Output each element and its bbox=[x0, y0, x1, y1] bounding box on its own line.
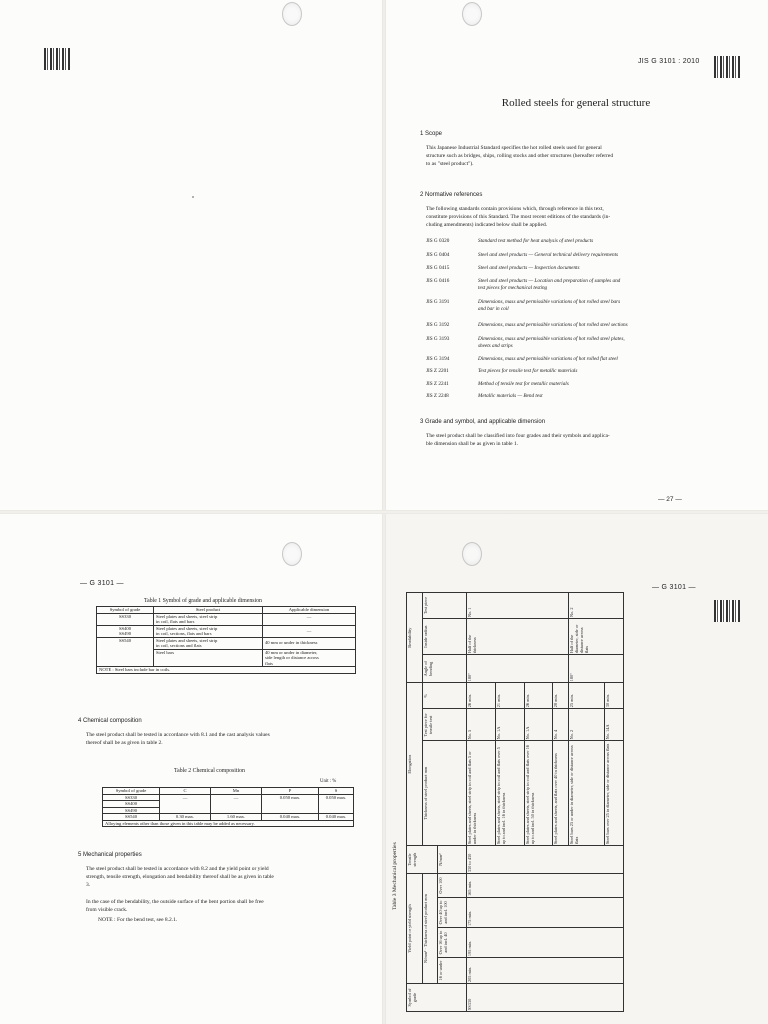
col-header: Mn bbox=[211, 788, 262, 795]
col-header: % bbox=[422, 683, 466, 709]
col-header: Bendability bbox=[407, 593, 423, 683]
section-5-note: NOTE : For the bend test, see 8.2.1. bbox=[98, 917, 178, 923]
cell: No. 2 bbox=[569, 709, 604, 741]
section-1-heading: 1 Scope bbox=[420, 131, 443, 137]
punch-hole bbox=[462, 542, 482, 566]
cell: 25 min. bbox=[569, 683, 604, 709]
cell: 195 min. bbox=[467, 928, 624, 958]
table-note-row bbox=[103, 820, 354, 827]
reference-item: JIS G 0415 Steel and steel products — Inspection documents bbox=[426, 265, 580, 271]
cell: SS330 bbox=[97, 613, 154, 625]
section-5-heading: 5 Mechanical properties bbox=[78, 852, 142, 858]
cell: Steel plates and sheets, steel strip in coil, sections, flats and bars bbox=[154, 625, 263, 637]
cell: 1.60 max. bbox=[211, 814, 262, 821]
reference-item: JIS G 3191 Dimensions, mass and permissible variations of hot rolled steel bars and bar in coil bbox=[426, 299, 621, 312]
table-3-rotated bbox=[406, 592, 624, 1012]
reference-item: JIS G 0320 Standard test method for heat analysis of steel products bbox=[426, 238, 594, 244]
cell: SS540 bbox=[103, 814, 160, 821]
section-5-text-2: In the case of the bendability, the outside surface of the bent portion shall be free from visible crack. bbox=[86, 899, 264, 913]
blank-page bbox=[0, 0, 384, 512]
cell: Steel bars over 25 in diameter, side or distance across flats bbox=[604, 741, 624, 846]
col-header: Over 40 up to and incl. 100 bbox=[438, 897, 467, 927]
registration-mark bbox=[714, 56, 740, 78]
col-header: Inside radius bbox=[422, 619, 466, 655]
col-header: Applicable dimension bbox=[263, 607, 356, 614]
cell: No. 1 bbox=[467, 593, 569, 619]
table-row bbox=[97, 637, 356, 649]
col-header: Over 100 bbox=[438, 874, 467, 898]
cell: Half of the thickness bbox=[467, 619, 569, 655]
col-header: N/mm² bbox=[438, 846, 467, 874]
cell: Steel bars 25 or under in diameter, side or distance across flats bbox=[569, 741, 604, 846]
cell: SS540 bbox=[97, 637, 154, 667]
table-3-caption: Table 3 Mechanical properties bbox=[392, 842, 398, 910]
speck bbox=[192, 196, 194, 198]
table-2-caption: Table 2 Chemical composition bbox=[174, 768, 245, 774]
cell: SS490 bbox=[103, 807, 160, 814]
punch-hole bbox=[462, 2, 482, 26]
cell: Steel plates and sheets, steel strip in coil and flats over 5 up to and incl. 16 in thickness bbox=[495, 741, 524, 846]
cell: 30 min. bbox=[604, 683, 624, 709]
reference-item: JIS G 0416 Steel and steel products — Location and preparation of samples and test pieces for mechanical testing bbox=[426, 278, 621, 291]
col-header: Test piece bbox=[422, 593, 466, 619]
col-header: Symbol of grade bbox=[407, 984, 467, 1012]
cell: 0.050 max. bbox=[262, 794, 319, 814]
cell: 26 min. bbox=[467, 683, 496, 709]
cell: 165 min. bbox=[467, 874, 624, 898]
section-3-heading: 3 Grade and symbol, and applicable dimension bbox=[420, 419, 546, 425]
cell: SS330 bbox=[103, 794, 160, 801]
table-note: NOTE : Steel bars include bar in coils. bbox=[97, 667, 356, 674]
page-number: — 27 — bbox=[658, 496, 682, 503]
cell: No. 2 bbox=[569, 593, 624, 619]
reference-item: JIS G 0404 Steel and steel products — General technical delivery requirements bbox=[426, 252, 619, 258]
section-1-text: This Japanese Industrial Standard specifies the hot rolled steels used for general structure such as bridges, ships, rolling stocks and other structures (hereafter referred to as "steel product"). bbox=[426, 145, 614, 167]
table-1 bbox=[96, 606, 356, 674]
cell: 0.30 max. bbox=[160, 814, 211, 821]
cell: Steel plates and sheets, steel strip in coil, flats and bars bbox=[154, 613, 263, 625]
cell: — bbox=[263, 613, 356, 625]
page-header: — G 3101 — bbox=[80, 580, 124, 587]
col-header: Steel product bbox=[154, 607, 263, 614]
page-27 bbox=[384, 0, 768, 512]
cell: 205 min. bbox=[467, 958, 624, 984]
col-header: P bbox=[262, 788, 319, 795]
cell: 26 min. bbox=[524, 683, 553, 709]
cell: 330 to 430 bbox=[467, 846, 624, 874]
col-header: C bbox=[160, 788, 211, 795]
table-2-unit: Unit : % bbox=[320, 779, 337, 784]
section-4-heading: 4 Chemical composition bbox=[78, 718, 142, 724]
cell: 180° bbox=[569, 655, 624, 683]
table-3 bbox=[406, 592, 624, 1012]
cell: Steel plates and sheets, steel strip in coil and flats 5 or under in thickness bbox=[467, 741, 496, 846]
col-header: Elongation bbox=[407, 683, 423, 846]
table-row bbox=[97, 613, 356, 625]
cell: Steel plates and sheets, and flats over 40 in thickness bbox=[553, 741, 569, 846]
reference-item: JIS G 3193 Dimensions, mass and permissible variations of hot rolled steel plates, sheets and strips bbox=[426, 336, 625, 349]
cell: 21 min. bbox=[495, 683, 524, 709]
punch-hole bbox=[282, 542, 302, 566]
cell: 0.040 max. bbox=[262, 814, 319, 821]
table-row bbox=[97, 625, 356, 637]
section-5-text: The steel product shall be tested in accordance with 8.2 and the yield point or yield strength, tensile strength, elongation and bendability thereof shall be as given in table 3. bbox=[86, 866, 274, 888]
document-title: Rolled steels for general structure bbox=[501, 97, 651, 109]
cell: — bbox=[211, 794, 262, 814]
table-2 bbox=[102, 787, 354, 827]
cell: Steel plates and sheets, steel strip in coil, sections and flats bbox=[154, 637, 263, 649]
table-note: Alloying elements other than those given in this table may be added as necessary. bbox=[103, 820, 354, 827]
registration-mark bbox=[44, 48, 70, 70]
reference-item: JIS Z 2201 Test pieces for tensile test for metallic materials bbox=[426, 368, 578, 374]
table-note-row bbox=[97, 667, 356, 674]
cell: SS330 bbox=[467, 984, 624, 1012]
col-header: Thickness of steel product mm bbox=[422, 741, 466, 846]
cell: No. 4 bbox=[553, 709, 569, 741]
table-header-row bbox=[422, 593, 438, 1012]
table-header-row bbox=[407, 593, 423, 1012]
table-row bbox=[467, 593, 496, 1012]
cell: 175 min. bbox=[467, 897, 624, 927]
section-3-text: The steel product shall be classified into four grades and their symbols and applica- ble dimension shall be as given in table 1. bbox=[426, 433, 610, 447]
cell: No. 5 bbox=[467, 709, 496, 741]
registration-mark bbox=[714, 600, 740, 622]
reference-item: JIS Z 2248 Metallic materials — Bend test bbox=[426, 393, 543, 399]
reference-item: JIS G 3192 Dimensions, mass and permissible variations of hot rolled steel sections bbox=[426, 322, 628, 328]
col-header: S bbox=[319, 788, 354, 795]
section-2-heading: 2 Normative references bbox=[420, 192, 483, 198]
col-header: N/mm² · Thickness of steel product mm bbox=[422, 874, 438, 984]
cell: 0.050 max. bbox=[319, 794, 354, 814]
cell: Steel plates and sheets, steel strip in coil and flats over 16 up to and incl. 50 in thickness bbox=[524, 741, 553, 846]
cell: SS400 bbox=[103, 801, 160, 808]
col-header: Yield point or yield strength bbox=[407, 874, 423, 984]
page-divider bbox=[0, 510, 768, 514]
col-header: Tensile strength bbox=[407, 846, 438, 874]
page-header: JIS G 3101 : 2010 bbox=[638, 58, 700, 65]
section-2-text: The following standards contain provisions which, through reference in this text, constitute provisions of this Standard. The most recent editions of the standards (in- cluding amendments) indicated below shall be applied. bbox=[426, 206, 611, 228]
reference-item: JIS G 3194 Dimensions, mass and permissible variations of hot rolled flat steel bbox=[426, 356, 618, 362]
cell: No. 1A bbox=[524, 709, 553, 741]
cell: Steel bars bbox=[154, 649, 263, 667]
cell: 40 mm or under in thickness bbox=[263, 637, 356, 649]
cell: 180° bbox=[467, 655, 569, 683]
cell: No. 14A bbox=[604, 709, 624, 741]
col-header: Test piece for tensile test bbox=[422, 709, 466, 741]
cell: No. 1A bbox=[495, 709, 524, 741]
section-4-text: The steel product shall be tested in accordance with 8.1 and the cast analysis values thereof shall be as given in table 2. bbox=[86, 732, 270, 746]
col-header: 16 or under bbox=[438, 958, 467, 984]
cell: SS400 SS490 bbox=[97, 625, 154, 637]
col-header: Over 16 up to and incl. 40 bbox=[438, 928, 467, 958]
cell: — bbox=[263, 625, 356, 637]
col-header: Symbol of grade bbox=[103, 788, 160, 795]
col-header: Angle of bending bbox=[422, 655, 466, 683]
punch-hole bbox=[282, 2, 302, 26]
cell: 40 mm or under in diameter, side length or distance across flats bbox=[263, 649, 356, 667]
col-header: Symbol of grade bbox=[97, 607, 154, 614]
page-header: — G 3101 — bbox=[652, 584, 696, 591]
cell: — bbox=[160, 794, 211, 814]
table-1-caption: Table 1 Symbol of grade and applicable dimension bbox=[144, 598, 262, 604]
cell: 28 min. bbox=[553, 683, 569, 709]
cell: 0.040 max. bbox=[319, 814, 354, 821]
reference-item: JIS Z 2241 Method of tensile test for metallic materials bbox=[426, 381, 569, 387]
table-3-caption-wrap bbox=[392, 790, 406, 910]
cell: Half of the diameter, side or distance across flats bbox=[569, 619, 624, 655]
